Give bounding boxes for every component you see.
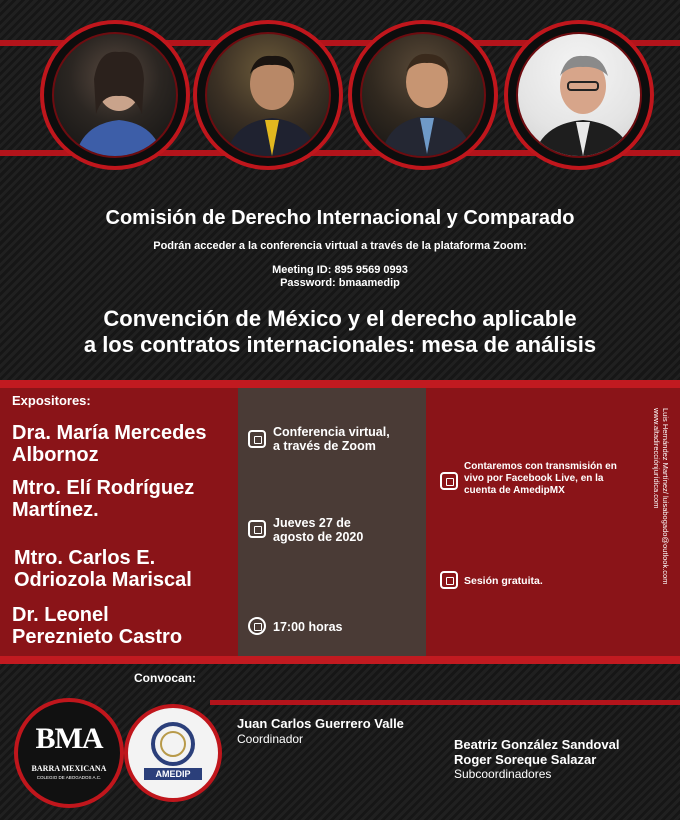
bma-subtitle: COLEGIO DE ABOGADOS A.C.	[36, 775, 102, 780]
speaker-portrait-2	[193, 20, 343, 170]
speaker-3	[14, 547, 192, 591]
speaker-2-line-1: Mtro. Elí Rodríguez	[12, 477, 195, 499]
event-title-line-2: a los contratos internacionales: mesa de análisis	[83, 332, 597, 357]
fb-line-2: vivo por Facebook Live, en la	[464, 473, 604, 484]
side-credit	[648, 408, 670, 648]
subcoordinator-1: Beatriz González Sandoval	[454, 737, 620, 752]
amedip-name: AMEDIP	[155, 769, 191, 779]
date-info	[273, 516, 363, 544]
speaker-4-line-1: Dr. Leonel	[12, 604, 109, 626]
meeting-id: Meeting ID: 895 9569 0993	[272, 264, 408, 276]
event-title-line-1: Convención de México y el derecho aplicable	[103, 306, 577, 331]
speaker-4-line-2: Pereznieto Castro	[12, 626, 183, 648]
speaker-portrait-3	[348, 20, 498, 170]
person-icon	[207, 34, 331, 158]
speaker-3-line-1: Mtro. Carlos E.	[14, 547, 156, 569]
bma-name: BARRA MEXICANA	[31, 764, 107, 773]
footer-stripe	[210, 700, 680, 705]
virtual-info	[273, 425, 390, 453]
commission-title: Comisión de Derecho Internacional y Comparado	[105, 207, 575, 229]
bma-logo	[14, 698, 124, 808]
speaker-3-line-2: Odriozola Mariscal	[14, 569, 192, 591]
fb-line-3: cuenta de AmedipMX	[464, 485, 565, 496]
computer-icon	[248, 430, 266, 448]
convocan-label: Convocan:	[134, 671, 197, 685]
speaker-1	[12, 422, 207, 466]
band-bottom-border	[0, 656, 680, 664]
amedip-emblem-icon	[128, 708, 218, 798]
live-stream-icon	[440, 472, 458, 490]
free-session: Sesión gratuita.	[464, 575, 543, 587]
side-credit-line-1: Luis Hernández Martínez/ luisabogado@outlook.com	[661, 408, 670, 585]
time-info: 17:00 horas	[273, 620, 343, 634]
side-credit-line-2: www.altadirecciónjurídica.com	[652, 408, 661, 509]
date-line-1: Jueves 27 de	[273, 516, 351, 530]
virtual-line-2: a través de Zoom	[273, 439, 376, 453]
virtual-line-1: Conferencia virtual,	[273, 425, 390, 439]
access-note: Podrán acceder a la conferencia virtual a través de la plataforma Zoom:	[153, 240, 527, 252]
speaker-portrait-4	[504, 20, 654, 170]
bma-mark: BMA	[35, 722, 103, 755]
coordinator-name: Juan Carlos Guerrero Valle	[237, 716, 404, 731]
band-top-border	[0, 380, 680, 388]
speaker-2	[12, 477, 194, 521]
speaker-portrait-1	[40, 20, 190, 170]
ticket-icon	[440, 571, 458, 589]
speaker-4	[12, 604, 182, 648]
subcoordinator-2: Roger Soreque Salazar	[454, 752, 597, 767]
speaker-2-line-2: Martínez.	[12, 499, 99, 521]
person-icon	[362, 34, 486, 158]
calendar-icon	[248, 520, 266, 538]
amedip-logo	[124, 704, 222, 802]
speaker-1-line-1: Dra. María Mercedes	[12, 422, 207, 444]
coordinator-role: Coordinador	[237, 732, 304, 746]
person-icon	[518, 34, 642, 158]
speakers-label: Expositores:	[12, 393, 91, 408]
facebook-live-info	[464, 461, 617, 497]
clock-icon	[248, 617, 266, 635]
subcoordinators-role: Subcoordinadores	[454, 767, 552, 781]
person-icon	[54, 34, 178, 158]
meeting-password: Password: bmaamedip	[280, 277, 400, 289]
fb-line-1: Contaremos con transmisión en	[464, 461, 617, 472]
date-line-2: agosto de 2020	[273, 530, 364, 544]
speaker-1-line-2: Albornoz	[12, 444, 99, 466]
